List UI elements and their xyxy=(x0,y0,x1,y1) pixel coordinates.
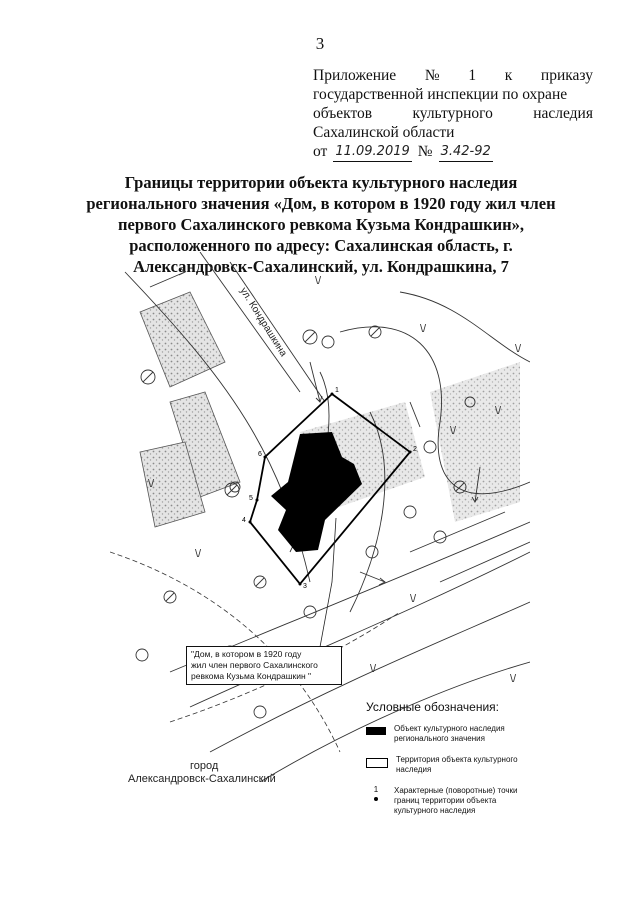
handwritten-number: 3.42-92 xyxy=(439,142,493,162)
city-label-line: Александровск-Сахалинский xyxy=(128,773,276,785)
boundary-point-label: 6 xyxy=(258,451,262,458)
appendix-word: наследия xyxy=(533,105,593,122)
legend-text: Территория объекта культурного наследия xyxy=(396,755,518,774)
appendix-line-2: государственной инспекции по охране xyxy=(313,86,568,103)
legend-text: Объект культурного наследия регионального значения xyxy=(394,724,505,743)
boundary-point-label: 2 xyxy=(413,446,417,453)
svg-text:\/: \/ xyxy=(510,673,517,685)
svg-text:\/: \/ xyxy=(450,425,457,437)
appendix-line-4: Сахалинской области xyxy=(313,124,455,141)
svg-text:\/: \/ xyxy=(148,478,155,490)
svg-text:\/: \/ xyxy=(420,323,427,335)
appendix-word: приказу xyxy=(540,67,593,84)
svg-text:\/: \/ xyxy=(410,593,417,605)
boundary-point-label: 4 xyxy=(242,517,246,524)
handwritten-date: 11.09.2019 xyxy=(333,142,411,162)
map-legend xyxy=(366,700,536,827)
appendix-word: культурного xyxy=(412,105,493,122)
city-label xyxy=(128,760,276,786)
document-title: Границы территории объекта культурного наследия регионального значения «Дом, в котором в 1920 году жил член первого Сахалинского ревкома Кузьма Кондрашкин», расположенного по адресу: Сахалинская область, г. Александровск-Сахалинский, ул. Кондрашкина, 7 xyxy=(86,173,556,276)
appendix-line-3 xyxy=(313,104,593,123)
number-label: № xyxy=(417,143,433,160)
legend-item-territory xyxy=(366,755,536,775)
object-callout-label xyxy=(186,646,342,685)
callout-line: ревкома Кузьма Кондрашкин " xyxy=(191,671,312,681)
point-marker-icon xyxy=(366,786,386,806)
callout-line: "Дом, в котором в 1920 году xyxy=(191,649,302,659)
outline-rect-icon xyxy=(366,758,388,768)
from-label: от xyxy=(313,143,328,160)
neighbor-building xyxy=(430,362,520,522)
svg-text:\/: \/ xyxy=(315,275,322,287)
point-marker-label: 1 xyxy=(373,785,379,794)
appendix-block xyxy=(313,66,593,162)
black-fill-rect-icon xyxy=(366,727,386,735)
svg-text:\/: \/ xyxy=(515,343,522,355)
appendix-line-1 xyxy=(313,66,593,85)
callout-line: жил член первого Сахалинского xyxy=(191,660,318,670)
svg-text:\/: \/ xyxy=(495,405,502,417)
legend-text: Характерные (поворотные) точки границ территории объекта культурного наследия xyxy=(394,786,518,815)
legend-item-object xyxy=(366,724,536,744)
boundary-point-label: 3 xyxy=(303,583,307,590)
appendix-word: № xyxy=(424,67,440,84)
city-label-line: город xyxy=(190,760,219,772)
boundary-point-label: 1 xyxy=(335,387,339,394)
boundary-point-label: 5 xyxy=(249,495,253,502)
appendix-date-line xyxy=(313,142,593,162)
legend-title: Условные обозначения: xyxy=(366,700,499,714)
appendix-word: Приложение xyxy=(313,67,397,84)
appendix-word: к xyxy=(504,67,513,84)
legend-item-points xyxy=(366,786,536,816)
street-label: ул. Кондрашкина xyxy=(237,285,289,359)
appendix-word: объектов xyxy=(313,105,373,122)
page-number: 3 xyxy=(315,34,325,53)
point-dot xyxy=(374,797,378,801)
svg-text:\/: \/ xyxy=(370,663,377,675)
svg-text:\/: \/ xyxy=(195,548,202,560)
appendix-word: 1 xyxy=(468,67,477,84)
